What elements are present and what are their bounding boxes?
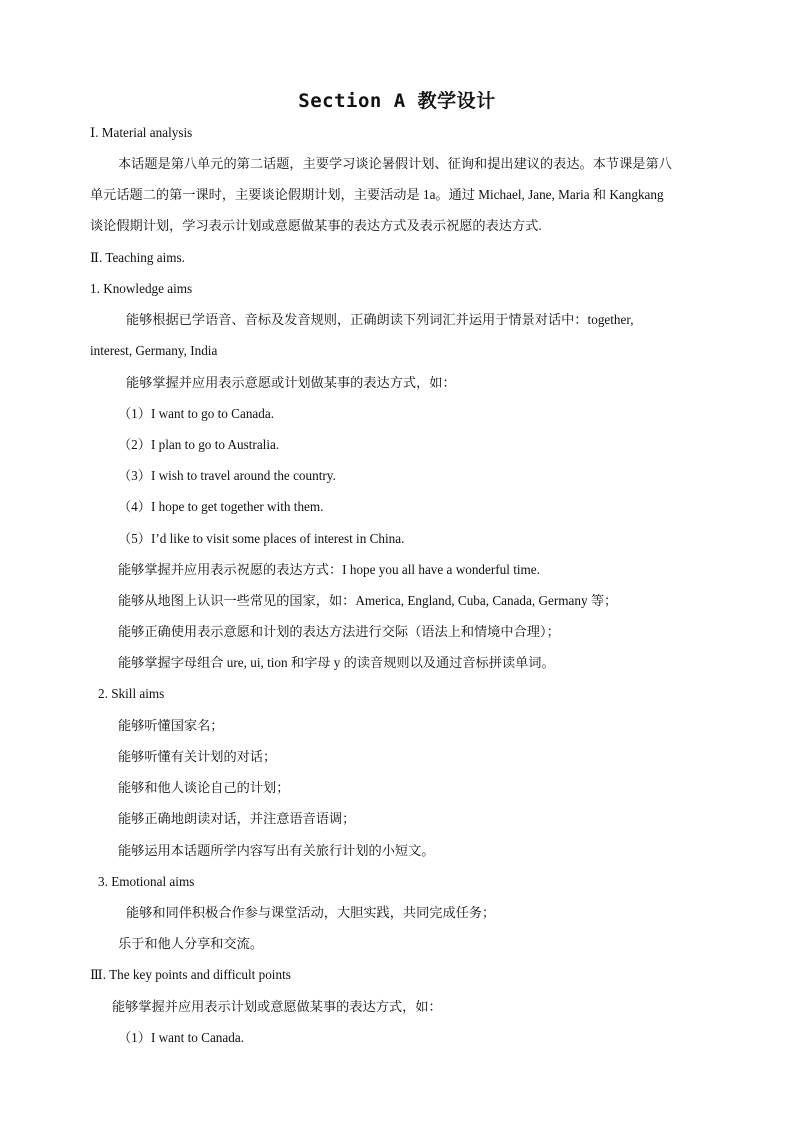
list-item: （4）I hope to get together with them. [118, 499, 324, 514]
paragraph-line: 能够听懂国家名； [118, 718, 224, 733]
paragraph-line: 能够掌握并应用表示祝愿的表达方式：I hope you all have a wonderful time. [118, 562, 540, 577]
paragraph-line: 能够正确使用表示意愿和计划的表达方法进行交际（语法上和情境中合理）； [118, 624, 560, 639]
list-item: （5）I’d like to visit some places of interest in China. [118, 531, 405, 546]
list-item: （1）I want to Canada. [118, 1030, 244, 1045]
paragraph-line: 能够正确地朗读对话，并注意语音语调； [118, 811, 356, 826]
paragraph-line: 能够和他人谈论自己的计划； [118, 780, 290, 795]
paragraph-line: 谈论假期计划，学习表示计划或意愿做某事的表达方式及表示祝愿的表达方式. [90, 218, 542, 233]
paragraph-line: 能够掌握并应用表示计划或意愿做某事的表达方式，如： [112, 999, 442, 1014]
section-heading-teaching-aims: Ⅱ. Teaching aims. [90, 250, 185, 265]
paragraph-line: 能够运用本话题所学内容写出有关旅行计划的小短文。 [118, 843, 435, 858]
subheading-skill-aims: 2. Skill aims [98, 686, 165, 701]
paragraph-line: 能够掌握并应用表示意愿或计划做某事的表达方式，如： [126, 375, 456, 390]
section-heading-material-analysis: Ⅰ. Material analysis [90, 125, 193, 140]
subheading-emotional-aims: 3. Emotional aims [98, 874, 195, 889]
section-heading-key-points: Ⅲ. The key points and difficult points [90, 967, 291, 982]
paragraph-line: 能够和同伴积极合作参与课堂活动，大胆实践，共同完成任务； [126, 905, 496, 920]
list-item: （2）I plan to go to Australia. [118, 437, 280, 452]
paragraph-line: 能够根据已学语音、音标及发音规则，正确朗读下列词汇并运用于情景对话中：together, [126, 312, 634, 327]
paragraph-line: 能够听懂有关计划的对话； [118, 749, 277, 764]
paragraph-line: interest, Germany, India [90, 343, 218, 358]
paragraph-line: 本话题是第八单元的第二话题，主要学习谈论暑假计划、征询和提出建议的表达。本节课是第八 [118, 156, 672, 171]
list-item: （3）I wish to travel around the country. [118, 468, 336, 483]
subheading-knowledge-aims: 1. Knowledge aims [90, 281, 193, 296]
paragraph-line: 能够从地图上认识一些常见的国家，如：America, England, Cuba, Canada, Germany 等； [118, 593, 618, 608]
list-item: （1）I want to go to Canada. [118, 406, 275, 421]
paragraph-line: 乐于和他人分享和交流。 [118, 936, 264, 951]
paragraph-line: 单元话题二的第一课时，主要谈论假期计划，主要活动是 1a。通过 Michael, Jane, Maria 和 Kangkang [90, 187, 664, 202]
paragraph-line: 能够掌握字母组合 ure, ui, tion 和字母 y 的读音规则以及通过音标拼读单词。 [118, 655, 555, 670]
document-title: Section A 教学设计 [298, 90, 496, 112]
